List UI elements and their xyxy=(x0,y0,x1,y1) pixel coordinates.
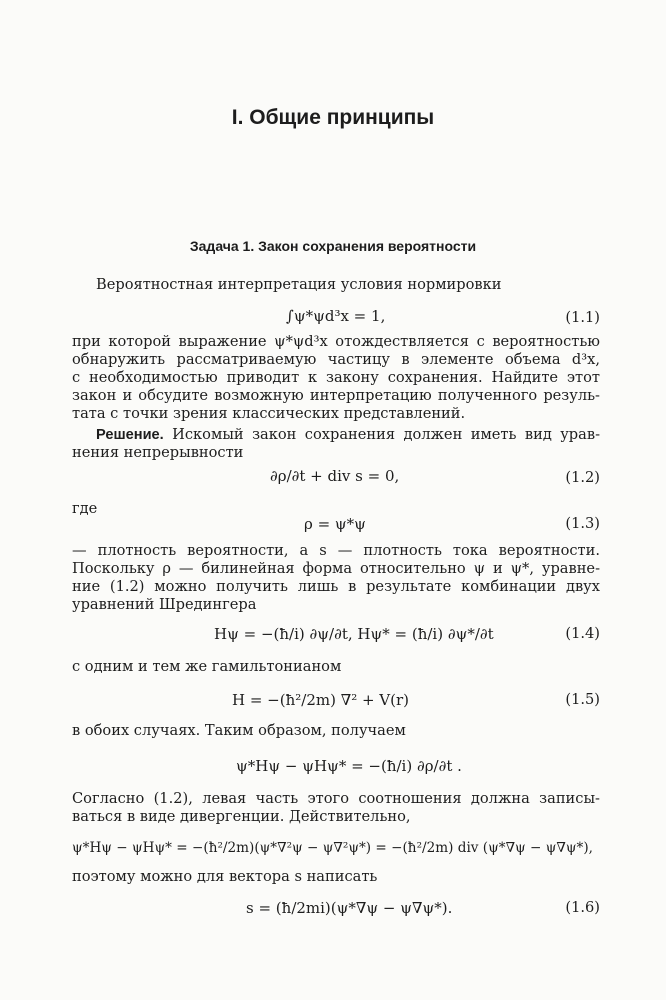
equation-1-1: ∫ψ*ψd³x = 1, xyxy=(286,307,386,325)
equation-number: (1.5) xyxy=(565,691,600,708)
paragraph-line: ваться в виде дивергенции. Действительно, xyxy=(72,808,411,825)
equation-number: (1.4) xyxy=(565,625,600,642)
paragraph-line: — плотность вероятности, а s — плотность тока вероятности. xyxy=(72,542,600,559)
paragraph-line: нения непрерывности xyxy=(72,444,244,461)
paragraph-line: Согласно (1.2), левая часть этого соотношения должна записы- xyxy=(72,790,600,807)
equation-1-3: ρ = ψ*ψ xyxy=(304,515,366,533)
equation-1-6: s = (ħ/2mi)(ψ*∇ψ − ψ∇ψ*). xyxy=(246,899,453,917)
equation-1-2: ∂ρ/∂t + div s = 0, xyxy=(270,467,400,485)
solution-line xyxy=(96,426,600,444)
paragraph-line: ние (1.2) можно получить лишь в результате комбинации двух xyxy=(72,578,600,595)
solution-text: Искомый закон сохранения должен иметь вид урав- xyxy=(172,426,600,443)
paragraph-line: при которой выражение ψ*ψd³x отождествляется с вероятностью xyxy=(72,333,600,350)
paragraph-line: с необходимостью приводит к закону сохранения. Найдите этот xyxy=(72,369,600,386)
equation-divergence: ψ*Hψ − ψHψ* = −(ħ²/2m)(ψ*∇²ψ − ψ∇²ψ*) = −(ħ²/2m) div (ψ*∇ψ − ψ∇ψ*), xyxy=(72,840,593,856)
task-title: Задача 1. Закон сохранения вероятности xyxy=(189,238,477,254)
equation-unnumbered: ψ*Hψ − ψHψ* = −(ħ/i) ∂ρ/∂t . xyxy=(236,757,462,775)
equation-number: (1.1) xyxy=(565,309,600,326)
paragraph-line: обнаружить рассматриваемую частицу в элементе объема d³x, xyxy=(72,351,600,368)
paragraph-line: тата с точки зрения классических представлений. xyxy=(72,405,466,422)
chapter-title: I. Общие принципы xyxy=(231,106,435,129)
equation-number: (1.2) xyxy=(565,469,600,486)
intro-text: Вероятностная интерпретация условия нормировки xyxy=(96,276,502,293)
paragraph-line: Поскольку ρ — билинейная форма относительно ψ и ψ*, уравне- xyxy=(72,560,600,577)
paragraph-line: уравнений Шредингера xyxy=(72,596,257,613)
paragraph-line: в обоих случаях. Таким образом, получаем xyxy=(72,722,406,739)
paragraph-line: закон и обсудите возможную интерпретацию полученного резуль- xyxy=(72,387,600,404)
equation-number: (1.3) xyxy=(565,515,600,532)
where-text: где xyxy=(72,500,98,517)
equation-number: (1.6) xyxy=(565,899,600,916)
paragraph-line: с одним и тем же гамильтонианом xyxy=(72,658,342,675)
equation-1-5: H = −(ħ²/2m) ∇² + V(r) xyxy=(232,691,410,709)
paragraph-line: поэтому можно для вектора s написать xyxy=(72,868,378,885)
equation-1-4: Hψ = −(ħ/i) ∂ψ/∂t, Hψ* = (ħ/i) ∂ψ*/∂t xyxy=(214,625,494,643)
solution-label: Решение. xyxy=(96,427,164,443)
